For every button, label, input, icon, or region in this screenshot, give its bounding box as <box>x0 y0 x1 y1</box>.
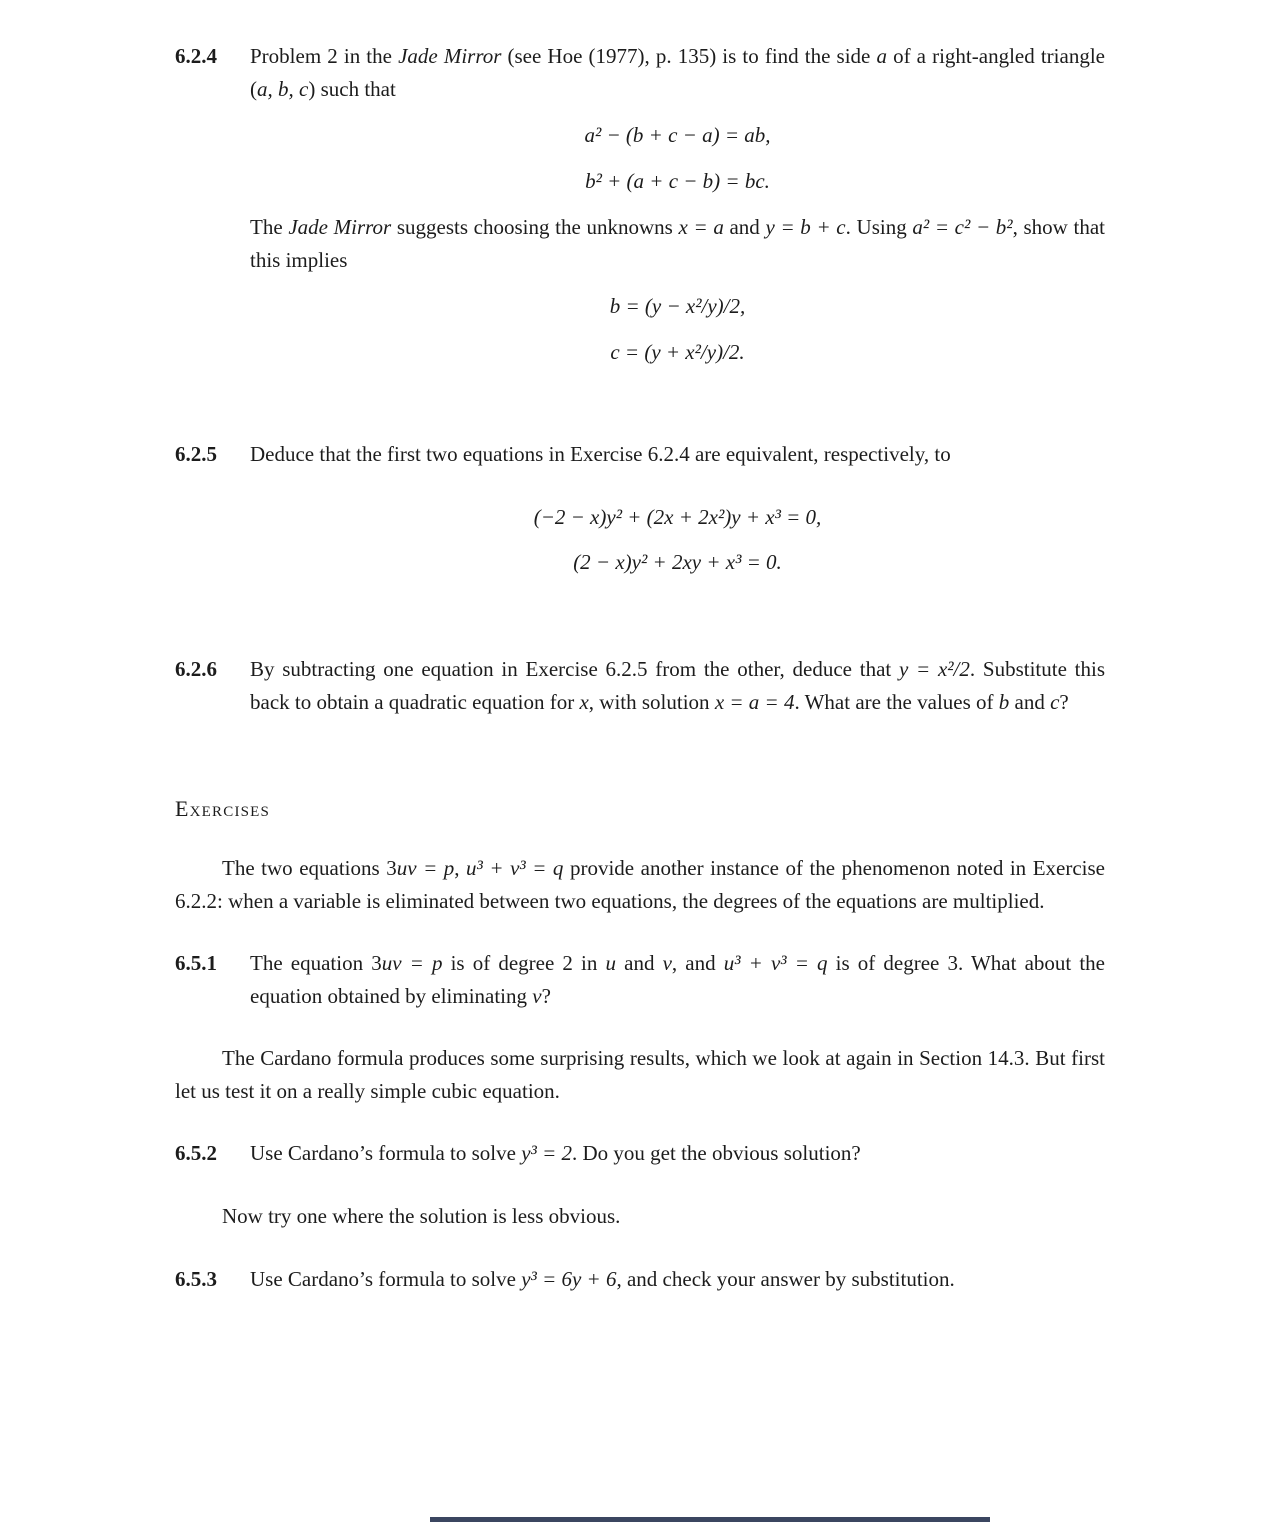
text-run: The two equations <box>222 856 387 881</box>
cardano-paragraph <box>175 1042 1105 1107</box>
exercise-number: 6.2.6 <box>175 657 217 682</box>
exercise-paragraph <box>250 653 1105 718</box>
math-inline: y³ = 2 <box>521 1141 572 1166</box>
math-inline: x = a = 4 <box>714 689 795 714</box>
math-inline: x = a <box>678 215 724 240</box>
exercise-paragraph <box>250 947 1105 1012</box>
text-run: Problem 2 in the <box>250 44 399 68</box>
exercise-paragraph <box>250 438 1105 471</box>
text-run: , show that this implies <box>250 215 1105 272</box>
exercise-number: 6.2.5 <box>175 442 217 467</box>
math-inline: u³ + v³ = q <box>466 856 564 881</box>
exercise-number: 6.5.3 <box>175 1266 217 1291</box>
text-run: , and check your answer by substitution. <box>616 1266 955 1291</box>
text-run: Use Cardano’s formula to solve <box>250 1266 522 1291</box>
text-run: and <box>1009 689 1051 714</box>
math-inline: u <box>605 951 617 976</box>
text-run: Use Cardano’s formula to solve <box>250 1141 522 1166</box>
text-run: The equation <box>250 951 372 976</box>
exercise-626 <box>175 653 1105 718</box>
equation-line: c = (y + x²/y)/2. <box>610 339 745 364</box>
exercise-body <box>250 947 1105 1012</box>
math-inline: Jade Mirror <box>288 215 392 240</box>
text-run: provide another instance of the phenomenon noted in Exercise 6.2.2: when a variable is eliminated between two equations, the degrees of the equations are multiplied. <box>175 856 1105 913</box>
text-run: suggests choosing the unknowns <box>391 215 679 240</box>
math-inline: a, b, c <box>257 76 309 101</box>
text-run: . Do you get the obvious solution? <box>572 1141 861 1166</box>
text-run: 3 <box>386 856 397 881</box>
equation-group <box>250 119 1105 197</box>
equation-line: b² + (a + c − b) = bc. <box>585 168 770 193</box>
math-inline: y³ = 6y + 6 <box>521 1266 617 1291</box>
exercise-paragraph <box>250 211 1105 276</box>
text-run: and <box>723 215 766 240</box>
text-run: . What are the values of <box>794 689 999 714</box>
equation-line: (−2 − x)y² + (2x + 2x²)y + x³ = 0, <box>533 504 822 529</box>
equation-line: a² − (b + c − a) = ab, <box>584 123 771 148</box>
text-run: , and <box>671 951 724 976</box>
text-run: Deduce that the first two equations in Exercise 6.2.4 are equivalent, respectively, to <box>250 442 951 467</box>
exercise-body <box>250 40 1105 382</box>
exercise-paragraph <box>250 40 1105 105</box>
exercise-number: 6.5.2 <box>175 1141 217 1166</box>
equation-group <box>250 501 1105 579</box>
math-inline: c <box>1050 689 1060 714</box>
equation-line: (2 − x)y² + 2xy + x³ = 0. <box>573 550 782 575</box>
text-run: The Cardano formula produces some surprising results, which we look at again in Section 14.3. But first let us test it on a really simple cubic equation. <box>175 1046 1105 1103</box>
text-run: is of degree 2 in <box>442 951 606 976</box>
math-inline: y = b + c <box>765 215 846 240</box>
exercise-625 <box>175 438 1105 605</box>
math-inline: uv = p <box>381 951 443 976</box>
text-run: is of degree 3. What about the equation obtained by eliminating <box>250 951 1105 1008</box>
text-run: ? <box>1059 689 1069 714</box>
math-inline: b <box>998 689 1010 714</box>
math-inline: x <box>579 689 589 714</box>
now-try-paragraph <box>175 1200 1105 1233</box>
text-run: 3 <box>371 951 382 976</box>
page-content <box>175 40 1105 1295</box>
exercise-652 <box>175 1137 1105 1170</box>
math-inline: v <box>662 951 672 976</box>
text-run: . Using <box>845 215 913 240</box>
math-inline: y = x²/2 <box>898 657 970 682</box>
text-run: (see Hoe (1977), p. 135) is to find the side <box>501 44 877 68</box>
text-run: By subtracting one equation in Exercise 6.2.5 from the other, deduce that <box>250 657 899 682</box>
math-inline: u³ + v³ = q <box>723 951 828 976</box>
equation-line: b = (y − x²/y)/2, <box>609 294 746 319</box>
exercise-paragraph <box>250 1263 1105 1296</box>
text-run: . Substitute this back to obtain a quadratic equation for <box>250 657 1105 714</box>
text-run: The <box>250 215 289 240</box>
exercise-number: 6.2.4 <box>175 44 217 68</box>
text-run: of a right-angled triangle ( <box>250 44 1105 101</box>
math-inline: v <box>532 983 542 1008</box>
page-edge-artifact <box>430 1517 990 1522</box>
text-run: ? <box>541 983 551 1008</box>
math-inline: a <box>876 44 887 68</box>
text-run: , <box>454 856 467 881</box>
exercise-body <box>250 653 1105 718</box>
math-inline: a² = c² − b² <box>912 215 1013 240</box>
math-inline: Jade Mirror <box>398 44 502 68</box>
exercise-number: 6.5.1 <box>175 951 217 976</box>
exercise-624 <box>175 40 1105 382</box>
exercise-body <box>250 438 1105 605</box>
text-run: Now try one where the solution is less obvious. <box>222 1204 621 1229</box>
exercise-paragraph <box>250 1137 1105 1170</box>
intro-paragraph <box>175 852 1105 917</box>
exercise-body <box>250 1263 1105 1296</box>
text-run: , with solution <box>588 689 715 714</box>
exercise-body <box>250 1137 1105 1170</box>
equation-group <box>250 290 1105 368</box>
math-inline: uv = p <box>396 856 455 881</box>
exercise-651 <box>175 947 1105 1012</box>
text-run: and <box>616 951 663 976</box>
exercises-heading: Exercises <box>175 796 271 822</box>
exercise-653 <box>175 1263 1105 1296</box>
text-run: ) such that <box>308 76 396 101</box>
